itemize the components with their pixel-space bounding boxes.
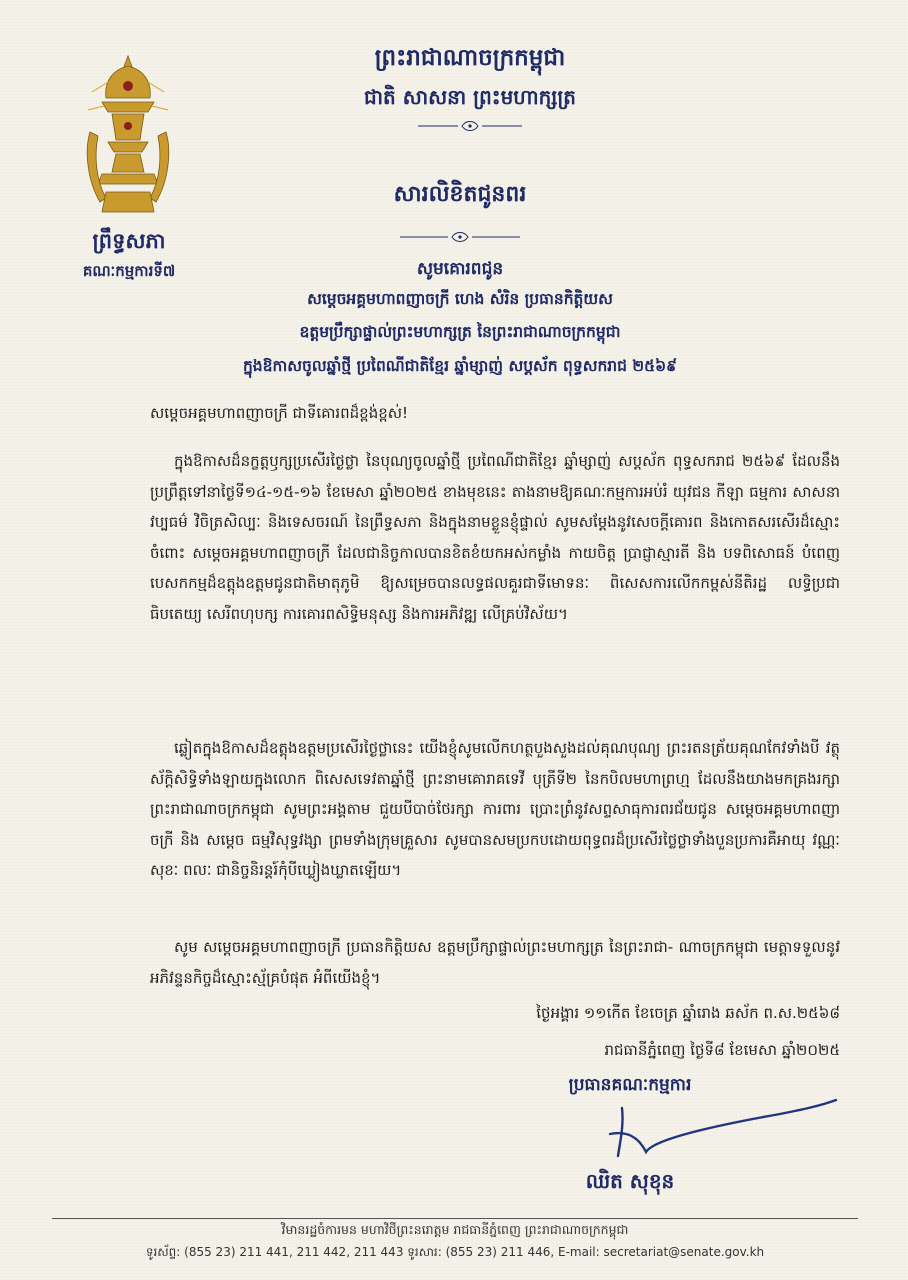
footer-divider <box>52 1218 858 1219</box>
body-paragraph: ឆ្លៀតក្នុងឱកាសដ៏ឧត្តុងឧត្តមប្រសើរថ្ងៃថ្លានេះ យើងខ្ញុំសូមលើកហត្ថបួងសួងដល់គុណបុណ្យ ព្រះរតនត្រ័យគុណកែវទាំងបី វត្ថុស័ក្តិសិទ្ធិទាំងឡាយក្នុងលោក ពិសេសទេវតាឆ្នាំថ្មី ព្រះនាមគោរាគទេវី បុត្រីទី២ នៃកបិលមហាព្រហ្ម ដែលនឹងយាងមកគ្រងរក្សាព្រះរាជាណាចក្រកម្ពុជា សូមព្រះអង្គតាម ជួយបីបាច់ថែរក្សា ការពារ ប្រោះព្រំនូវសព្ទសាធុការពរជ័យជូន សម្តេចអគ្គមហាពញាចក្រី និង សម្តេច ធម្មវិសុទ្ធវង្សា ព្រមទាំងក្រុមគ្រួសារ សូមបានសមប្រកបដោយពុទ្ធពរដ៏ប្រសើរថ្លៃថ្លាទាំងបួនប្រការគឺអាយុ វណ្ណៈ សុខៈ ពលៈ ជានិច្ចនិរន្តរ៍កុំបីឃ្លៀងឃ្លាតឡើយ។ <box>150 739 840 879</box>
body-paragraph: សូម សម្តេចអគ្គមហាពញាចក្រី ប្រធានកិត្តិយស ឧត្តមប្រឹក្សាផ្ទាល់ព្រះមហាក្សត្រ នៃព្រះរាជា- ណាចក្រកម្ពុជា មេត្តាទទួលនូវអភិវន្ទនកិច្ចដ៏ស្មោះស្ម័គ្របំផុត អំពីយើងខ្ញុំ។ <box>150 938 840 987</box>
place-and-date: រាជធានីភ្នំពេញ ថ្ងៃទី៨ ខែមេសា ឆ្នាំ២០២៥ <box>604 1041 840 1059</box>
honorific-line: សូមគោរពជូន <box>416 259 504 279</box>
national-motto: ជាតិ សាសនា ព្រះមហាក្សត្រ <box>364 85 576 109</box>
document-title: សារលិខិតជូនពរ <box>393 182 527 207</box>
recipient-line: ឧត្តមប្រឹក្សាផ្ទាល់ព្រះមហាក្សត្រ នៃព្រះរាជាណាចក្រកម្ពុជា <box>299 323 621 341</box>
kingdom-heading: ព្រះរាជាណាចក្រកម្ពុជា <box>374 45 566 71</box>
signatory-title: ប្រធានគណៈកម្មការ <box>568 1075 692 1095</box>
ornament-divider-icon <box>418 120 522 132</box>
signatory-name: ឈិត សុខុន <box>585 1169 675 1193</box>
recipient-line: ក្នុងឱកាសចូលឆ្នាំថ្មី ប្រពៃណីជាតិខ្មែរ ឆ្នាំម្សាញ់ សប្តស័ក ពុទ្ធសករាជ ២៥៦៩ <box>242 357 678 375</box>
sender-institution: ព្រឹទ្ធសភា <box>92 229 166 253</box>
sender-commission: គណៈកម្មការទី៧ <box>82 262 176 280</box>
ornament-divider-icon <box>400 231 520 243</box>
handwritten-signature-icon <box>600 1090 840 1170</box>
recipient-line: សម្តេចអគ្គមហាពញាចក្រី ហេង សំរិន ប្រធានកិត្តិយស <box>307 290 613 308</box>
footer-contact: ទូរស័ព្ទ: (855 23) 211 441, 211 442, 211 443 ទូរសារ: (855 23) 211 446, E-mail: secretariat@senate.gov.kh <box>145 1245 765 1259</box>
lunar-date: ថ្ងៃអង្គារ ១១កើត ខែចេត្រ ឆ្នាំរោង ឆស័ក ព.ស.២៥៦៨ <box>536 1004 840 1022</box>
salutation: សម្តេចអគ្គមហាពញាចក្រី ជាទីគោរពដ៏ខ្ពង់ខ្ពស់! <box>150 404 409 422</box>
footer-address: វិមានរដ្ឋចំការមន មហាវិថីព្រះនរោត្តម រាជធានីភ្នំពេញ ព្រះរាជាណាចក្រកម្ពុជា <box>281 1222 629 1237</box>
body-paragraph: ក្នុងឱកាសដ៏នក្ខត្តឫក្សប្រសើរថ្ងៃថ្លា នៃបុណ្យចូលឆ្នាំថ្មី ប្រពៃណីជាតិខ្មែរ ឆ្នាំម្សាញ់ សប្តស័ក ពុទ្ធសករាជ ២៥៦៩ ដែលនឹងប្រព្រឹត្តទៅនាថ្ងៃទី១៤-១៥-១៦ ខែមេសា ឆ្នាំ២០២៥ ខាងមុខនេះ តាងនាមឱ្យគណៈកម្មការអប់រំ យុវជន កីឡា ធម្មការ សាសនា វប្បធម៌ វិចិត្រសិល្បៈ និងទេសចរណ៍ នៃព្រឹទ្ធសភា និងក្នុងនាមខ្លួនខ្ញុំផ្ទាល់ សូមសម្តែងនូវសេចក្តីគោរព និងកោតសរសើរដ៏ស្មោះចំពោះ សម្តេចអគ្គមហាពញាចក្រី ដែលជានិច្ចកាលបានខិតខំយកអស់កម្លាំង កាយចិត្ត ប្រាជ្ញាស្មារតី និង បទពិសោធន៍ បំពេញបេសកកម្មដ៏ឧត្តុងឧត្តមជូនជាតិមាតុភូមិ ឱ្យសម្រេចបានលទ្ធផលគួរជាទីមោទនៈ ពិសេសការលើកកម្ពស់នីតិរដ្ឋ លទ្ធិប្រជាធិបតេយ្យ សេរីពហុបក្ស ការគោរពសិទ្ធិមនុស្ស និងការអភិវឌ្ឍ លើគ្រប់វិស័យ។ <box>150 452 840 623</box>
senate-emblem-icon <box>82 52 174 222</box>
